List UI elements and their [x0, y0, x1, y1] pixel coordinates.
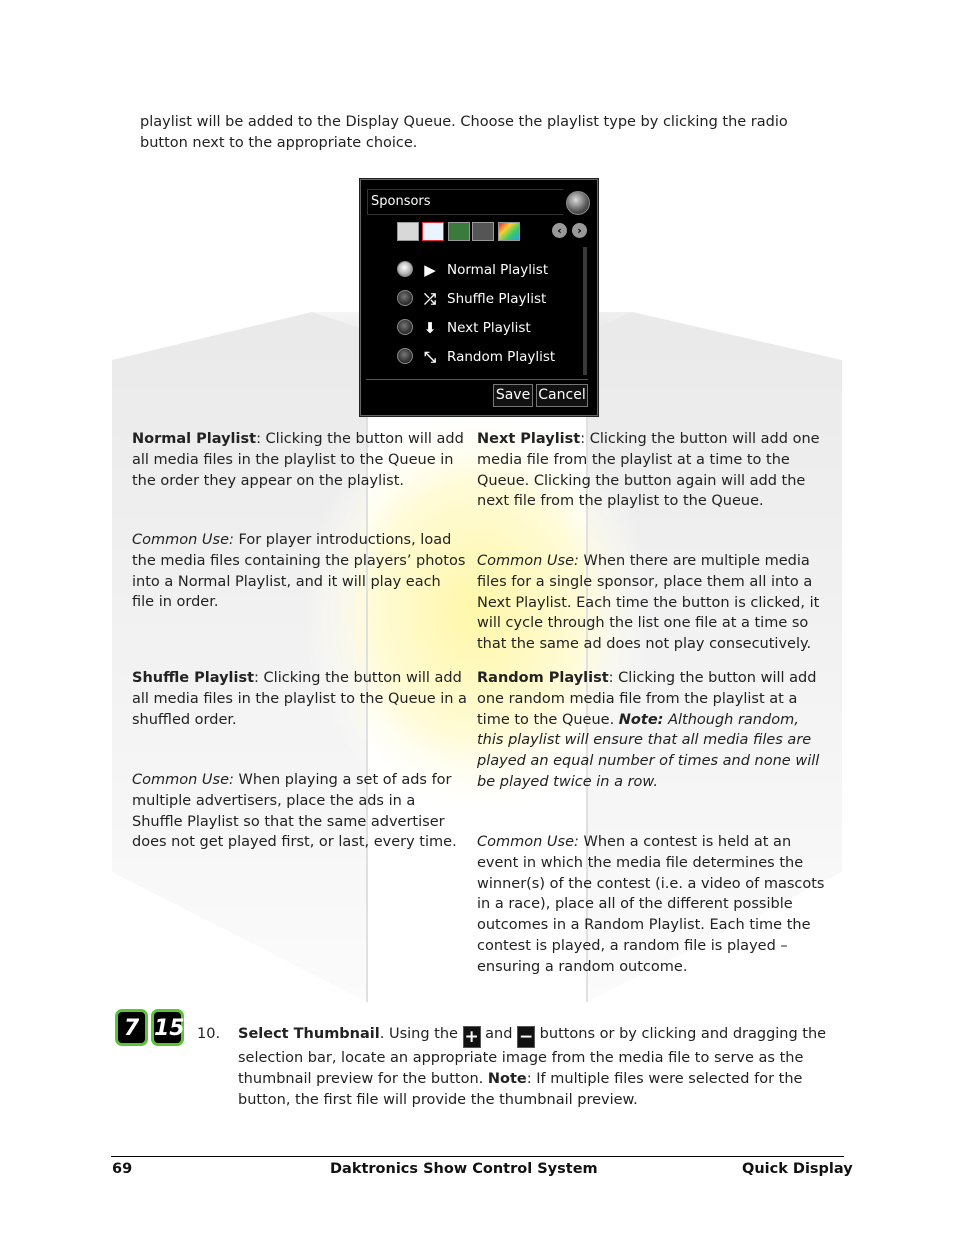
radio-button[interactable]	[397, 290, 413, 306]
playlist-type-dialog	[360, 179, 598, 416]
option-label: Next Playlist	[447, 320, 531, 336]
option-label: Normal Playlist	[447, 262, 549, 278]
step-number: 10.	[197, 1026, 221, 1042]
next-playlist-description: Next Playlist: Clicking the button will add one media file from the playlist at a time to the Queue. Clicking the button again will add the next file from the playlist to the Queue.	[477, 431, 820, 510]
plus-button-icon: +	[464, 1027, 479, 1047]
next-playlist-section	[477, 429, 827, 512]
normal-playlist-section	[132, 429, 467, 491]
color-palette-icon[interactable]	[498, 222, 520, 241]
radio-button[interactable]	[397, 261, 413, 277]
radio-button[interactable]	[397, 319, 413, 335]
playlist-name-field[interactable]: Sponsors	[367, 189, 563, 215]
option-label: Shuffle Playlist	[447, 291, 547, 307]
random-playlist-description: Random Playlist: Clicking the button will add one random media file from the playlist at a time to the Queue. Note: Although random, this playlist will ensure that all media files are played an equal number of times and none will be played twice in a row.	[477, 670, 820, 790]
shuffle-common-use: Common Use: When playing a set of ads for multiple advertisers, place the ads in a Shuffle Playlist so that the same advertiser does not get played first, or last, every time.	[132, 772, 457, 851]
divider	[366, 379, 588, 380]
shuffle-playlist-description: Shuffle Playlist: Clicking the button will add all media files in the playlist to the Queue in a shuffled order.	[132, 670, 467, 728]
page-number: 69	[112, 1161, 133, 1177]
shuffle-icon: ⤮	[423, 290, 436, 308]
chevron-left-icon[interactable]: ‹	[552, 223, 567, 238]
next-common-use: Common Use: When there are multiple media files for a single sponsor, place them all into a Next Playlist. Each time the button is clicked, it will cycle through the list one file at a time so that the same ad does not play consecutively.	[477, 553, 820, 653]
normal-common-use: Common Use: For player introductions, load the media files containing the players’ photos into a Normal Playlist, and it will play each file in order.	[132, 532, 466, 611]
clapperboard-icon[interactable]	[472, 222, 494, 241]
version-badge-15: 15	[151, 1009, 184, 1046]
random-playlist-section	[477, 668, 827, 793]
scrollbar[interactable]	[583, 247, 587, 375]
cancel-button[interactable]: Cancel	[536, 384, 588, 407]
film-icon[interactable]	[448, 222, 470, 241]
minus-button-icon: −	[518, 1027, 534, 1047]
random-icon: ⤡	[423, 348, 436, 366]
option-label: Random Playlist	[447, 349, 556, 365]
random-common-use: Common Use: When a contest is held at an event in which the media file determines the winner(s) of the contest (i.e. a video of mascots in a race), place all of the different possible outcomes in a Random Playlist. Each time the contest is played, a random file is played – ensuring a random outcome.	[477, 834, 825, 975]
image-icon[interactable]	[422, 222, 444, 241]
down-arrow-icon: ⬇	[423, 319, 437, 337]
step-select-thumbnail: Select Thumbnail. Using the + and − buttons or by clicking and dragging the selection bar, locate an appropriate image from the media file to serve as the thumbnail preview for the button. Note: If multiple files were selected for the button, the first file will provide the thumbnail preview.	[238, 1026, 827, 1108]
radio-button[interactable]	[397, 348, 413, 364]
shuffle-playlist-section	[132, 668, 467, 730]
normal-playlist-description: Normal Playlist: Clicking the button will add all media files in the playlist to the Queue in the order they appear on the playlist.	[132, 431, 464, 489]
record-icon[interactable]	[566, 191, 590, 215]
footer-section: Quick Display	[742, 1161, 853, 1177]
footer-title: Daktronics Show Control System	[330, 1161, 598, 1177]
intro-paragraph: playlist will be added to the Display Queue. Choose the playlist type by clicking the radio button next to the appropriate choice.	[140, 114, 788, 151]
footer-rule	[111, 1156, 844, 1157]
play-icon: ▶	[424, 261, 436, 279]
save-button[interactable]: Save	[493, 384, 533, 407]
folder-icon[interactable]	[397, 222, 419, 241]
chevron-right-icon[interactable]: ›	[572, 223, 587, 238]
version-badge-7: 7	[115, 1009, 148, 1046]
